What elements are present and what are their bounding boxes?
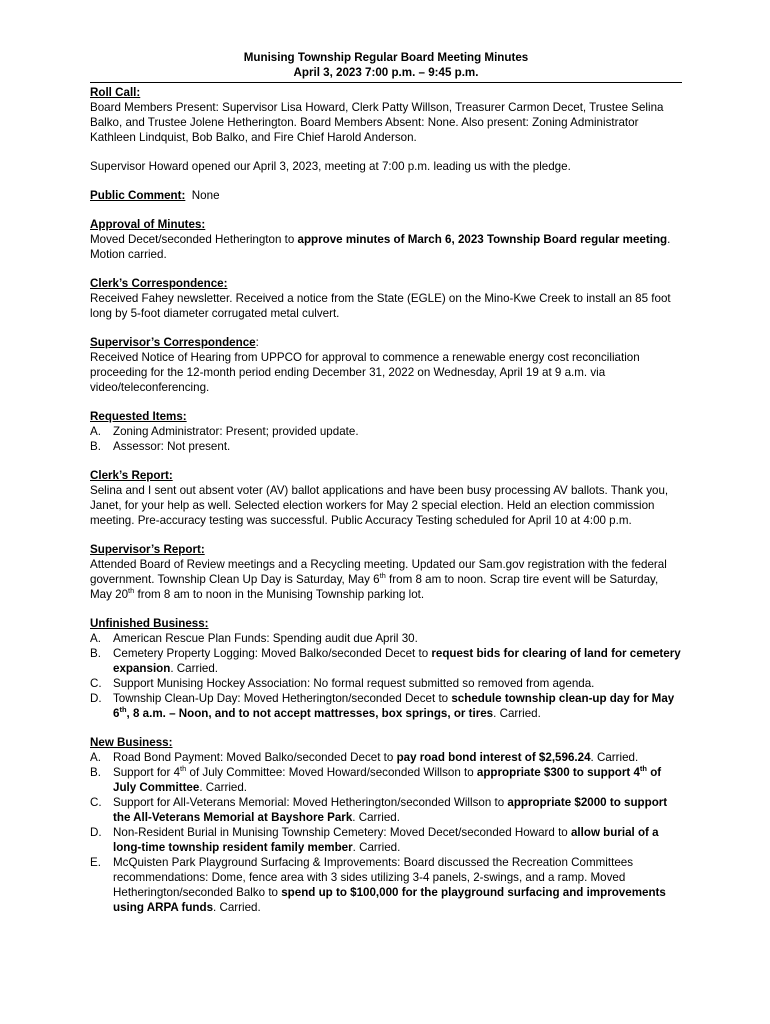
unfinished-business-list bbox=[90, 631, 682, 721]
item-result: . Carried. bbox=[170, 662, 219, 675]
supervisor-report-text bbox=[90, 557, 682, 602]
list-item bbox=[90, 825, 682, 855]
supervisor-correspondence-colon: : bbox=[255, 336, 259, 349]
item-action: allow burial of a long-time township resident family member bbox=[113, 826, 659, 854]
minutes-document bbox=[90, 50, 682, 915]
clerk-correspondence-text: Received Fahey newsletter. Received a notice from the State (EGLE) on the Mino-Kwe Creek to install an 85 foot long by 5-foot diameter corrugated metal culvert. bbox=[90, 292, 671, 320]
unfinished-business-section bbox=[90, 616, 682, 721]
approval-motion: Moved Decet/seconded Hetherington to bbox=[90, 233, 298, 246]
item-action: spend up to $100,000 for the playground surfacing and improvements using ARPA funds bbox=[113, 886, 666, 914]
new-business-heading: New Business: bbox=[90, 736, 173, 749]
opening-text: Supervisor Howard opened our April 3, 2023, meeting at 7:00 p.m. leading us with the pledge. bbox=[90, 160, 571, 173]
approval-heading: Approval of Minutes: bbox=[90, 218, 206, 231]
item-action: request bids for clearing of land for cemetery expansion bbox=[113, 647, 681, 675]
clerk-report-heading: Clerk’s Report: bbox=[90, 469, 173, 482]
requested-items-heading: Requested Items: bbox=[90, 410, 187, 423]
item-text: Assessor: Not present. bbox=[113, 440, 231, 453]
approval-result: . Motion carried. bbox=[90, 233, 671, 261]
list-item bbox=[90, 631, 682, 646]
clerk-report-text: Selina and I sent out absent voter (AV) ballot applications and have been busy processing AV ballots. Thank you, Janet, for your help as well. Selected election workers for May 2 special election. Held an election commission meeting. Pre-accuracy testing was successful. Public Accuracy Testing scheduled for April 10 at 4:00 p.m. bbox=[90, 484, 669, 527]
ordinal-suffix: th bbox=[639, 764, 647, 774]
opening-section bbox=[90, 159, 682, 174]
list-item bbox=[90, 795, 682, 825]
item-letter: D. bbox=[90, 826, 102, 839]
meeting-date-time: April 3, 2023 7:00 p.m. – 9:45 p.m. bbox=[293, 66, 479, 79]
item-letter: B. bbox=[90, 440, 101, 453]
new-business-list bbox=[90, 750, 682, 915]
header-divider bbox=[90, 82, 682, 83]
list-item bbox=[90, 691, 682, 721]
item-action: schedule township clean-up day for May 6 bbox=[113, 692, 675, 720]
item-text: Zoning Administrator: Present; provided update. bbox=[113, 425, 359, 438]
public-comment-heading: Public Comment: bbox=[90, 189, 186, 202]
item-result: . Carried. bbox=[590, 751, 639, 764]
public-comment-text: None bbox=[191, 189, 220, 202]
approval-text bbox=[90, 232, 682, 262]
supervisor-correspondence-section bbox=[90, 335, 682, 395]
requested-items-list bbox=[90, 424, 682, 454]
new-business-section bbox=[90, 735, 682, 915]
item-text: Non-Resident Burial in Munising Township Cemetery: Moved Decet/seconded Howard to bbox=[113, 826, 571, 839]
list-item bbox=[90, 676, 682, 691]
unfinished-business-heading: Unfinished Business: bbox=[90, 617, 209, 630]
supervisor-report-heading: Supervisor’s Report: bbox=[90, 543, 205, 556]
supervisor-correspondence-text: Received Notice of Hearing from UPPCO for approval to commence a renewable energy cost reconciliation proceeding for the 12-month period ending December 31, 2022 on Wednesday, April 19 at 9 a.m. via video/teleconferencing. bbox=[90, 351, 640, 394]
item-letter: A. bbox=[90, 425, 101, 438]
approval-action: approve minutes of March 6, 2023 Township Board regular meeting bbox=[297, 233, 668, 246]
report-text-part: from 8 am to noon. Scrap tire event will be Saturday, May 20 bbox=[90, 573, 659, 601]
item-letter: B. bbox=[90, 766, 101, 779]
item-letter: C. bbox=[90, 796, 102, 809]
item-text: Cemetery Property Logging: Moved Balko/seconded Decet to bbox=[113, 647, 432, 660]
roll-call-section bbox=[90, 85, 682, 145]
item-action: pay road bond interest of $2,596.24 bbox=[396, 751, 591, 764]
clerk-report-section bbox=[90, 468, 682, 528]
list-item bbox=[90, 646, 682, 676]
supervisor-correspondence-heading: Supervisor’s Correspondence bbox=[90, 336, 256, 349]
roll-call-heading: Roll Call: bbox=[90, 86, 141, 99]
item-action: of July Committee bbox=[113, 766, 662, 794]
item-letter: D. bbox=[90, 692, 102, 705]
item-text: Support for All-Veterans Memorial: Moved Hetherington/seconded Willson to bbox=[113, 796, 508, 809]
list-item bbox=[90, 439, 682, 454]
item-letter: E. bbox=[90, 856, 101, 869]
report-text-part: from 8 am to noon in the Munising Township parking lot. bbox=[134, 588, 425, 601]
item-letter: C. bbox=[90, 677, 102, 690]
clerk-correspondence-heading: Clerk’s Correspondence: bbox=[90, 277, 228, 290]
approval-section bbox=[90, 217, 682, 262]
roll-call-text: Board Members Present: Supervisor Lisa Howard, Clerk Patty Willson, Treasurer Carmon Decet, Trustee Selina Balko, and Trustee Jolene Hetherington. Board Members Absent: None. Also present: Zoning Administrator Kathleen Lindquist, Bob Balko, and Fire Chief Harold Anderson. bbox=[90, 101, 664, 144]
item-text: McQuisten Park Playground Surfacing & Improvements: Board discussed the Recreation Committees recommendations: Dome, fence area with 3 sides utilizing 3-4 panels, 2-swings, and a ramp. Moved Hetherington/seconded Balko to bbox=[113, 856, 634, 899]
list-item bbox=[90, 750, 682, 765]
item-result: . Carried. bbox=[213, 901, 261, 914]
item-letter: A. bbox=[90, 632, 101, 645]
public-comment-section bbox=[90, 188, 682, 203]
item-result: . Carried. bbox=[352, 841, 401, 854]
item-action: appropriate $2000 to support the All-Veterans Memorial at Bayshore Park bbox=[113, 796, 668, 824]
requested-items-section bbox=[90, 409, 682, 454]
item-text: Road Bond Payment: Moved Balko/seconded Decet to bbox=[113, 751, 397, 764]
document-title: Munising Township Regular Board Meeting Minutes bbox=[243, 51, 529, 64]
report-text-part: Attended Board of Review meetings and a Recycling meeting. Updated our Sam.gov registration with the federal government. Township Clean Up Day is Saturday, May 6 bbox=[90, 558, 667, 586]
item-result: . Carried. bbox=[199, 781, 248, 794]
list-item bbox=[90, 765, 682, 795]
ordinal-suffix: th bbox=[119, 705, 127, 715]
item-text: Support for 4 bbox=[113, 766, 181, 779]
ordinal-suffix: th bbox=[180, 764, 187, 774]
item-letter: A. bbox=[90, 751, 101, 764]
item-result: . Carried. bbox=[352, 811, 400, 824]
item-letter: B. bbox=[90, 647, 101, 660]
item-action: , 8 a.m. – Noon, and to not accept mattresses, box springs, or tires bbox=[126, 707, 494, 720]
list-item bbox=[90, 855, 682, 915]
item-text: Support Munising Hockey Association: No formal request submitted so removed from agenda. bbox=[113, 677, 595, 690]
list-item bbox=[90, 424, 682, 439]
item-action: appropriate $300 to support 4 bbox=[476, 766, 640, 779]
item-result: . Carried. bbox=[493, 707, 541, 720]
item-text: Township Clean-Up Day: Moved Hetherington/seconded Decet to bbox=[113, 692, 452, 705]
ordinal-suffix: th bbox=[128, 586, 135, 596]
ordinal-suffix: th bbox=[379, 571, 386, 581]
item-text: American Rescue Plan Funds: Spending audit due April 30. bbox=[113, 632, 418, 645]
item-text: of July Committee: Moved Howard/seconded Willson to bbox=[186, 766, 477, 779]
supervisor-report-section bbox=[90, 542, 682, 602]
clerk-correspondence-section bbox=[90, 276, 682, 321]
